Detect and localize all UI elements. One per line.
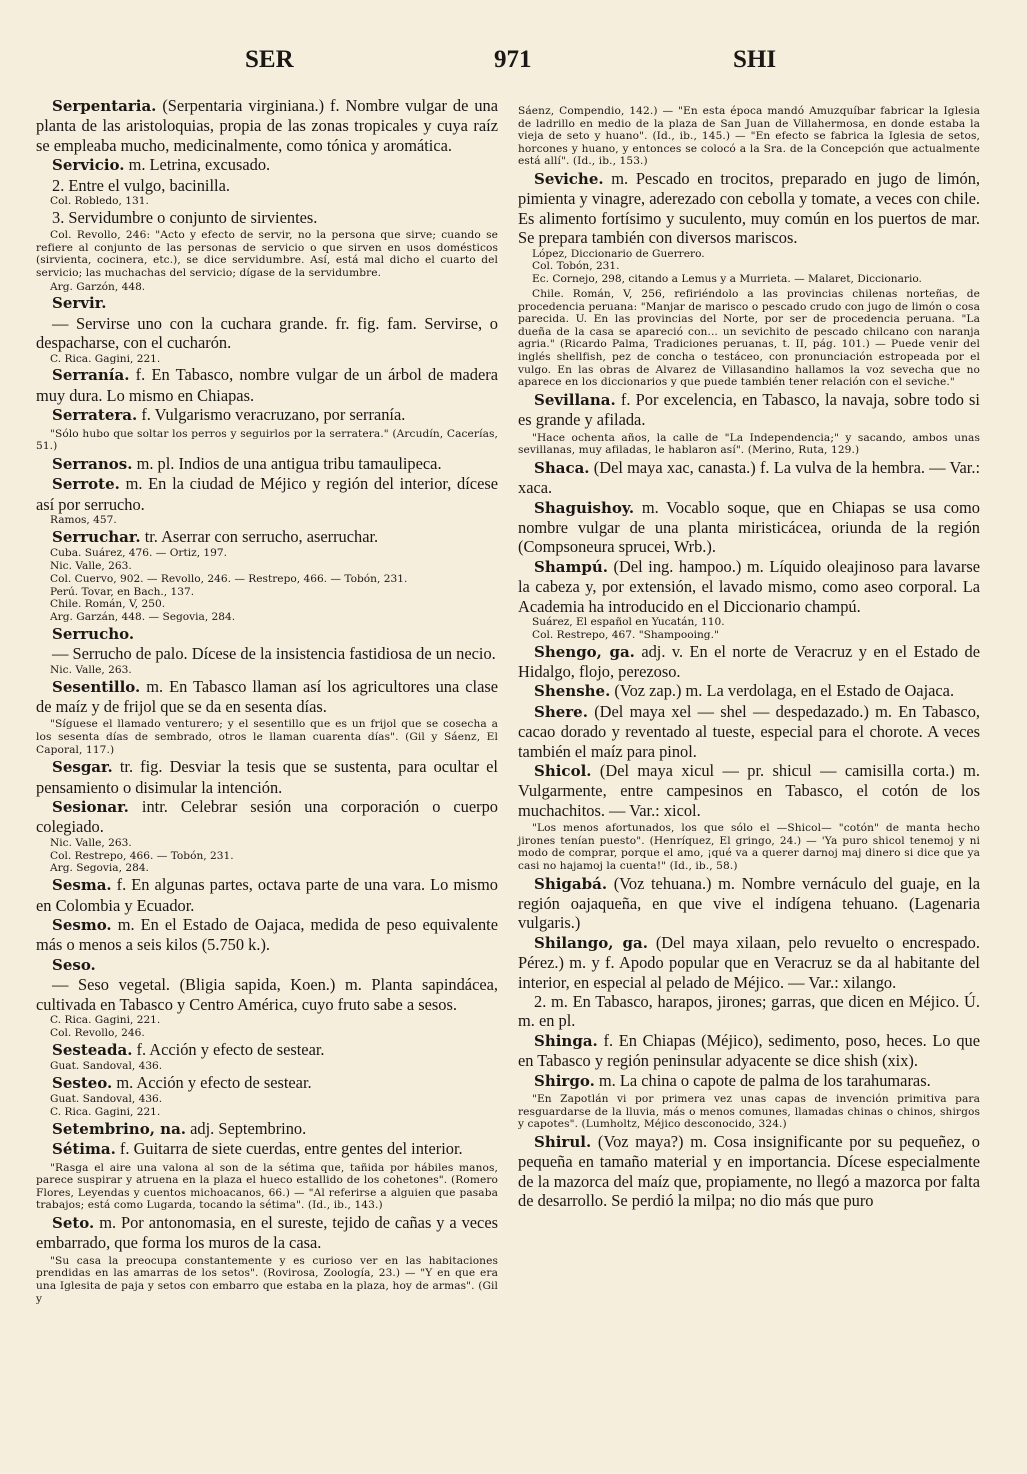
entry-definition: m. pl. Indios de una antigua tribu tamaulipeca. [132,453,442,473]
citation-quote: "Los menos afortunados, los que sólo el —Shicol— "cotón" de manta hecho jirones tenían puesto". (Henríquez, El gringo, 24.) — 'Ya puro shicol tenemoj y ni modo de comprar, porque el amo, ¡qué va a querer darnoj maj dinero si dice que ya casi no hajamoj la cuenta!" (Id., ib., 58.) [518,822,980,873]
source-reference: Col. Revollo, 246. [50,1026,145,1039]
entry-definition: m. En el Estado de Oajaca, medida de peso equivalente más o menos a seis kilos (5.750 k.). [36,915,498,955]
dictionary-entry [36,757,498,797]
entry-headword: Sesgar. [52,758,113,777]
running-header [0,46,1027,86]
dictionary-entry [518,1071,980,1091]
entry-headword: Serrucho. [52,625,135,644]
entry-headword: Shilango, ga. [534,933,648,952]
entry-headword: Setembrino, na. [52,1119,187,1138]
source-reference: Suárez, El español en Yucatán, 110. [532,615,725,628]
citation-quote: "Rasga el aire una valona al son de la sétima que, tañida por hábiles manos, parece suspirar y atruena en la plaza el hueco estallido de los cohetones". (Romero Flores, Leyendas y cuentos michoacanos, 66.) — "Al referirse a alguien que pasaba trabajos; está como Lugarda, tocando la sétima". (Id., ib., 143.) [36,1161,498,1212]
citation-quote: "Síguese el llamado venturero; y el sesentillo que es un frijol que se cosecha a los sesenta días de sembrado, otros le llaman cuarenta días". (Gil y Sáenz, El Caporal, 117.) [36,718,498,756]
source-reference: López, Diccionario de Guerrero. [532,247,705,260]
entry-headword: Sétima. [52,1140,116,1159]
dictionary-entry [36,365,498,405]
header-right-guideword: SHI [733,46,777,73]
entry-definition: (Voz tehuana.) m. Nombre vernáculo del guaje, en la región oajaqueña, en que vive el indígena tehuano. (Lagenaria vulgaris.) [518,873,980,933]
dictionary-entry [36,1213,498,1253]
dictionary-entry [518,557,980,616]
dictionary-entry [36,1040,498,1060]
entry-headword: Seviche. [534,169,604,188]
source-reference: Ramos, 457. [50,514,117,527]
entry-definition: adj. Septembrino. [186,1118,307,1138]
dictionary-entry [36,955,498,975]
source-reference: Nic. Valle, 263. [50,663,132,676]
source-reference: Nic. Valle, 263. [50,560,132,573]
dictionary-entry [518,458,980,498]
entry-headword: Sesteada. [52,1040,133,1059]
entry-headword: Shicol. [534,762,592,781]
source-reference: C. Rica. Gagini, 221. [50,352,161,365]
entry-sense: — Servirse uno con la cuchara grande. fr. fig. fam. Servirse, o despacharse, con el cucharón. [36,313,498,353]
entry-headword: Seto. [52,1214,95,1233]
dictionary-entry [36,797,498,837]
entry-headword: Shampú. [534,557,608,576]
citation-quote: "Hace ochenta años, la calle de "La Independencia;" y sacando, ambos unas sevillanas, muy afiladas, le hablaron así". (Merino, Ruta, 129.) [518,431,980,457]
entry-definition: m. Letrina, excusado. [124,155,271,175]
dictionary-entry [36,474,498,514]
source-reference: Col. Robledo, 131. [50,195,149,208]
entry-headword: Shirul. [534,1132,592,1151]
dictionary-entry [518,681,980,701]
dictionary-entry [36,155,498,175]
source-reference: Col. Tobón, 231. [532,260,620,273]
dictionary-entry [518,1132,980,1211]
entry-sense: 2. Entre el vulgo, bacinilla. [52,175,230,195]
entry-definition: m. Pescado en trocitos, preparado en jugo de limón, pimienta y vinagre, aderezado con cebolla y tomate, a veces con chile. Es alimento fortísimo y suculento, muy común en los puertos de mar. Se prepara también con diversos mariscos. [518,168,980,248]
entry-definition: f. En Tabasco, nombre vulgar de un árbol de madera muy dura. Lo mismo en Chiapas. [36,365,498,405]
entry-headword: Shengo, ga. [534,642,635,661]
entry-headword: Shinga. [534,1031,598,1050]
entry-sense: — Seso vegetal. (Bligia sapida, Koen.) m. Planta sapindácea, cultivada en Tabasco y Centro América, cuyo fruto sabe a sesos. [36,975,498,1014]
header-left-guideword: SER [245,46,294,73]
entry-definition: m. En Tabasco llaman así los agricultores una clase de maíz y de frijol que se da en sesenta días. [36,676,498,717]
entry-definition: f. Por excelencia, en Tabasco, la navaja, sobre todo si es grande y afilada. [518,389,980,430]
entry-headword: Shigabá. [534,874,608,893]
source-reference: Col. Restrepo, 466. — Tobón, 231. [50,849,234,862]
source-reference: Guat. Sandoval, 436. [50,1093,163,1106]
entry-headword: Shenshe. [534,682,611,701]
entry-sense: — Serrucho de palo. Dícese de la insistencia fastidiosa de un necio. [52,644,496,664]
entry-headword: Sesteo. [52,1073,113,1092]
dictionary-entry [36,1139,498,1159]
entry-definition: f. Vulgarismo veracruzano, por serranía. [137,405,406,425]
entry-headword: Sevillana. [534,390,616,409]
entry-definition: adj. v. En el norte de Veracruz y en el Estado de Hidalgo, flojo, perezoso. [518,641,980,681]
dictionary-entry [36,96,498,155]
entry-definition: intr. Celebrar sesión una corporación o cuerpo colegiado. [36,797,498,837]
source-reference: Col. Restrepo, 467. "Shampooing." [532,628,719,641]
dictionary-entry [518,1031,980,1071]
citation-quote: "Sólo hubo que soltar los perros y seguirlos por la serratera." (Arcudín, Cacerías, 51.) [36,427,498,453]
entry-definition: (Del maya xel — shel — despedazado.) m. En Tabasco, cacao dorado y reventado al tueste, especial para el chorote. A veces también el maíz para pinol. [518,701,980,761]
entry-headword: Servicio. [52,156,125,175]
source-reference: Arg. Garzón, 448. [50,280,146,293]
entry-headword: Sesentillo. [52,677,141,696]
dictionary-entry [518,169,980,248]
dictionary-entry [36,405,498,425]
entry-definition: (Voz maya?) m. Cosa insignificante por su pequeñez, o pequeña en tamaño material y en importancia. Dícese especialmente de la mazorca del maíz que, propiamente, no llegó a mazorca por falta de desarrollo. Se perdió la milpa; no dio más que puro [518,1131,980,1211]
citation-quote: Col. Revollo, 246: "Acto y efecto de servir, no la persona que sirve; cuando se refiere al conjunto de las personas de servicio o que sirven en usos domésticos (sirvienta, cocinera, etc.), se dice servidumbre. Así, está mal dicho el cuarto del servicio; las muchachas del servicio; dígase de la servidumbre. [36,229,498,280]
dictionary-entry [36,293,498,313]
dictionary-entry [36,677,498,717]
dictionary-entry [518,702,980,761]
right-column [518,103,980,1210]
dictionary-entry [36,915,498,955]
dictionary-entry [518,874,980,933]
citation-quote: Chile. Román, V, 256, refiriéndolo a las provincias chilenas norteñas, de procedencia peruana: "Manjar de marisco o pescado crudo con jugo de limón o cosa parecida. U. En las provincias del Norte, por ser de procedencia peruana. "La dueña de la casa se apareció con... un sevichito de pescado chilcano con naranja agria." (Ricardo Palma, Tradiciones peruanas, t. II, pág. 101.) — Puede venir del inglés shellfish, pez de concha o testáceo, con pronunciación estropeada por el vulgo. En las obras de Alvarez de Villasandino hallamos la voz sevecha que no aparece en los diccionarios y que puede también tener relación con el seviche." [518,287,980,389]
entry-definition: f. En Chiapas (Méjico), sedimento, poso, heces. Lo que en Tabasco y región peninsular adyacente se dice shish (xix). [518,1030,980,1071]
entry-definition: (Voz zap.) m. La verdolaga, en el Estado de Oajaca. [610,681,955,701]
entry-definition: tr. fig. Desviar la tesis que se sustenta, para ocultar el pensamiento o disimular la intención. [36,757,498,797]
entry-definition: m. La china o capote de palma de los tarahumaras. [594,1070,931,1090]
source-reference: Arg. Segovia, 284. [50,862,149,875]
dictionary-entry [36,454,498,474]
dictionary-entry [36,624,498,644]
entry-definition: (Del ing. hampoo.) m. Líquido oleajinoso para lavarse la cabeza y, por extensión, el lavado mismo, como aseo corporal. La Academia ha introducido en el Diccionario champú. [518,556,980,616]
entry-headword: Sesmo. [52,916,112,935]
entry-definition: (Del maya xicul — pr. shicul — camisilla corta.) m. Vulgarmente, entre campesinos en Tabasco, el cotón de los muchachitos. — Var.: xicol. [518,761,980,820]
citation-quote: "Su casa la preocupa constantemente y es curioso ver en las habitaciones prendidas en las amarras de los setos". (Rovirosa, Zoología, 23.) — "Y en que era una Iglesita de paja y setos con embarro que estaba en la plaza, hoy de armas". (Gil y [36,1254,498,1305]
entry-headword: Serruchar. [52,527,141,546]
entry-definition: m. En la ciudad de Méjico y región del interior, dícese así por serrucho. [36,474,498,514]
entry-definition: tr. Aserrar con serrucho, aserruchar. [140,526,379,546]
entry-headword: Shere. [534,702,588,721]
entry-headword: Shirgo. [534,1071,595,1090]
left-column [36,96,498,1306]
entry-headword: Sesma. [52,876,112,895]
entry-definition: (Serpentaria virginiana.) f. Nombre vulgar de una planta de las aristoloquias, propia de las zonas tropicales y cuya raíz se empleaba mucho, medicinalmente, como tónica y aromática. [36,96,498,155]
source-reference: Chile. Román, V, 250. [50,598,166,611]
entry-headword: Sesionar. [52,798,129,817]
entry-headword: Shaca. [534,458,590,477]
source-reference: Arg. Garzán, 448. — Segovia, 284. [50,611,236,624]
entry-sense: 3. Servidumbre o conjunto de sirvientes. [52,207,318,227]
dictionary-entry [518,933,980,992]
source-reference: C. Rica. Gagini, 221. [50,1106,161,1119]
dictionary-entry [36,1119,498,1139]
entry-headword: Serrote. [52,475,120,494]
source-reference: Cuba. Suárez, 476. — Ortiz, 197. [50,547,228,560]
entry-headword: Shaguishoy. [534,498,635,517]
source-reference: Perú. Tovar, en Bach., 137. [50,585,195,598]
entry-headword: Serranos. [52,454,133,473]
dictionary-entry [36,875,498,915]
entry-definition: m. Vocablo soque, que en Chiapas se usa como nombre vulgar de una planta miristicácea, oriunda de la región (Compsoneura sprucei, Wrb.). [518,497,980,557]
entry-definition: f. Acción y efecto de sestear. [132,1039,325,1059]
source-reference: Ec. Cornejo, 298, citando a Lemus y a Murrieta. — Malaret, Diccionario. [532,273,922,286]
entry-sense: 2. m. En Tabasco, harapos, jirones; garras, que dicen en Méjico. Ú. m. en pl. [518,992,980,1031]
entry-headword: Serratera. [52,406,138,425]
dictionary-entry [518,390,980,430]
entry-definition: m. Acción y efecto de sestear. [112,1072,312,1092]
source-reference: Nic. Valle, 263. [50,836,132,849]
source-reference: C. Rica. Gagini, 221. [50,1014,161,1027]
entry-headword: Serranía. [52,366,130,385]
entry-definition: m. Por antonomasia, en el sureste, tejido de cañas y a veces embarrado, que forma los muros de la casa. [36,1213,498,1253]
page-number: 971 [494,46,532,73]
citation-quote: "En Zapotlán vi por primera vez unas capas de invención primitiva para resguardarse de la lluvia, más o menos comunes, llamadas chinas o chinos, shirgos y capotes". (Lumholtz, Méjico desconocido, 324.) [518,1093,980,1131]
entry-definition: (Del maya xilaan, pelo revuelto o encrespado. Pérez.) m. y f. Apodo popular que en Veracruz se da al habitante del interior, en especial al pelado de Méjico. — Var.: xilango. [518,932,980,992]
entry-headword: Seso. [52,955,96,974]
dictionary-entry [518,761,980,820]
source-reference: Col. Cuervo, 902. — Revollo, 246. — Restrepo, 466. — Tobón, 231. [50,572,408,585]
entry-definition: f. En algunas partes, octava parte de una vara. Lo mismo en Colombia y Ecuador. [36,875,498,915]
entry-definition: f. Guitarra de siete cuerdas, entre gentes del interior. [115,1139,463,1159]
citation-quote-continued: Sáenz, Compendio, 142.) — "En esta época mandó Amuzquíbar fabricar la Iglesia de ladrillo en medio de la plaza de San Juan de Villahermosa, en donde estaba la vieja de seto y huano". (Id., ib., 145.) — "En efecto se fabrica la Iglesia de setos, horcones y huano, y entonces se colocó a la Sra. de la Concepción que actualmente está allí". (Id., ib., 153.) [518,105,980,168]
dictionary-entry [36,1073,498,1093]
dictionary-entry [36,527,498,547]
dictionary-entry [518,498,980,557]
entry-headword: Serpentaria. [52,97,157,115]
source-reference: Guat. Sandoval, 436. [50,1060,163,1073]
entry-headword: Servir. [52,294,107,313]
dictionary-entry [518,642,980,682]
entry-definition: (Del maya xac, canasta.) f. La vulva de la hembra. — Var.: xaca. [518,457,980,498]
